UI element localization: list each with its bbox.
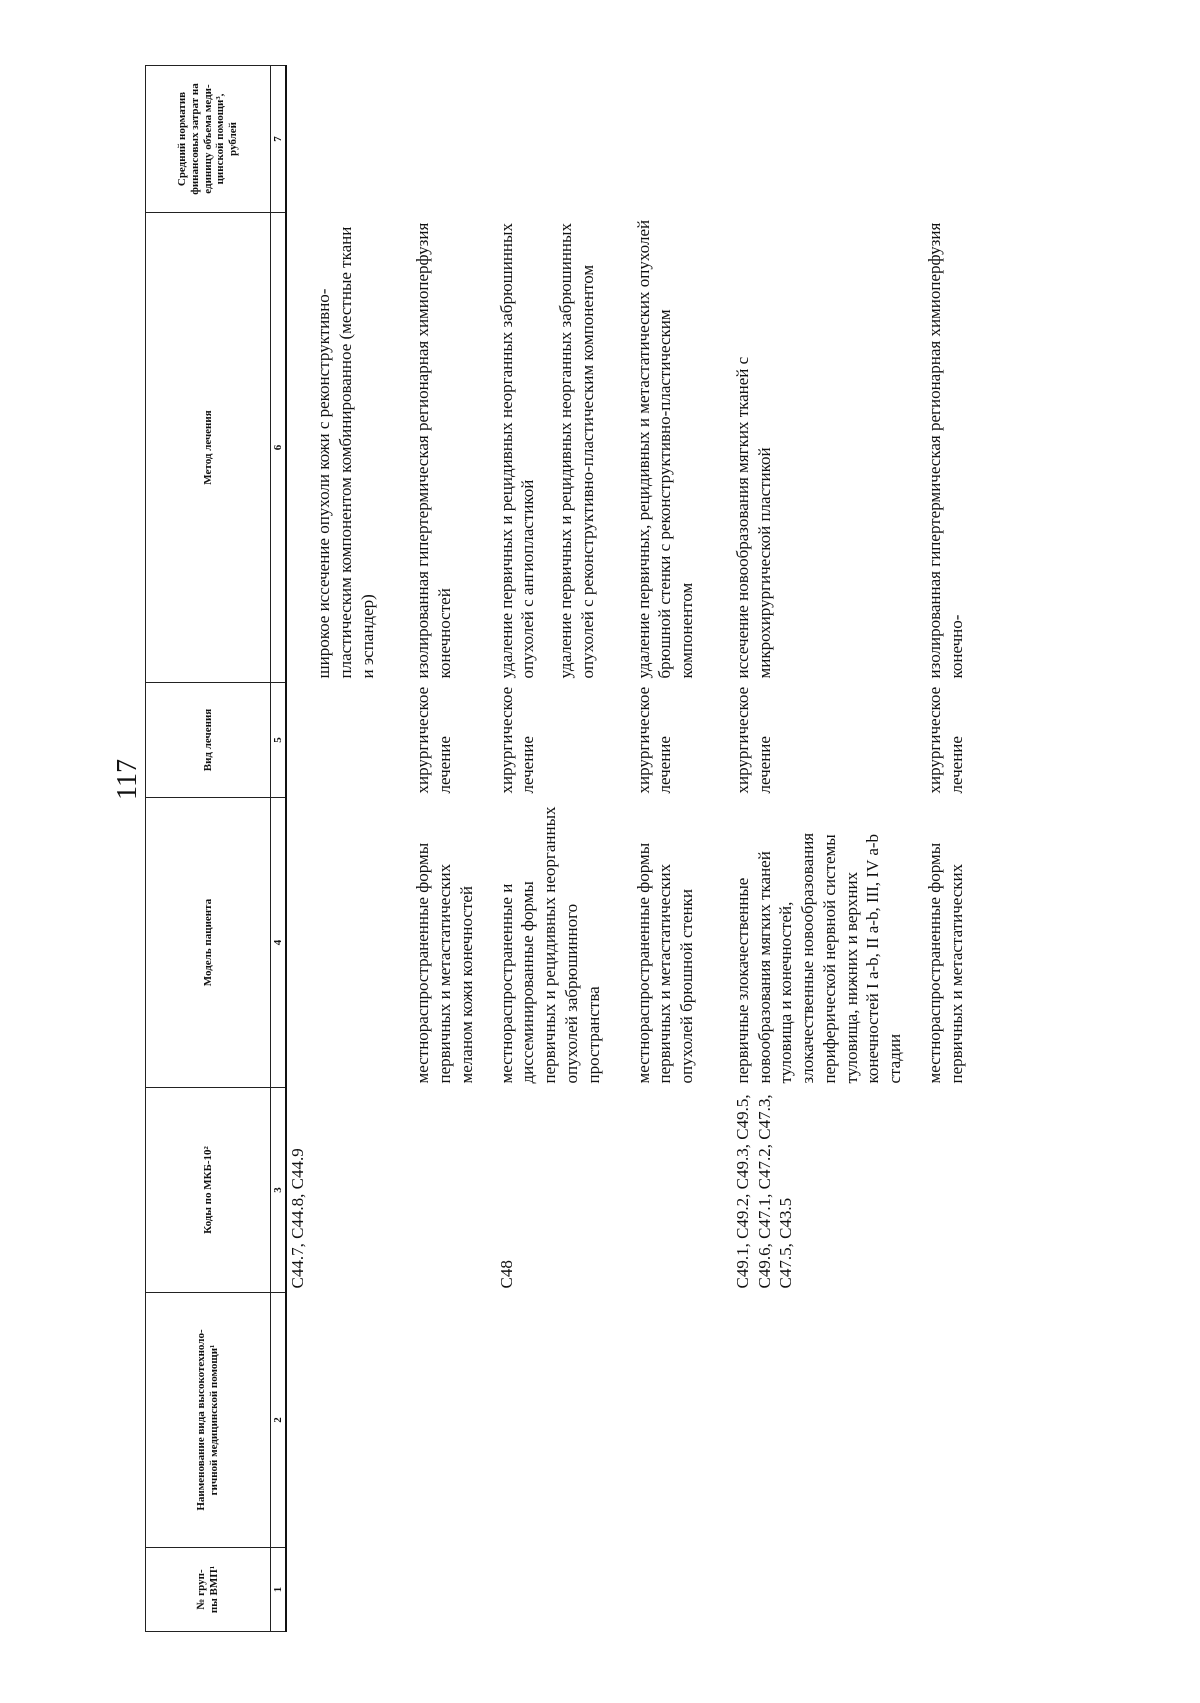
treatment-method: удаление первичных и рецидивных неорганных забрюшинных опухолей с реконструктивно-пластическим компонентом xyxy=(556,223,597,679)
patient-model-cell: первичные злокачественные новообразования мягких тканей туловища и конечностей, злокачественные новообразования периферической нервной системы туловища, нижних и верхних конечностей I a-b, II a-b, III, IV a-b стадии xyxy=(732,832,904,1084)
patient-model-cell: местнораспространенные и диссеминированные формы первичных и рецидивных неорганных опухолей забрюшинного пространства xyxy=(496,806,603,1084)
treatment-type-cell xyxy=(286,683,410,798)
cost-norm-cell xyxy=(631,66,730,213)
column-number: 7 xyxy=(271,66,287,213)
table-row xyxy=(286,66,410,1632)
vmp-name-cell xyxy=(730,1293,922,1548)
group-number-cell xyxy=(410,1548,493,1632)
header-icd-codes: Коды по МКБ-10² xyxy=(146,1088,271,1293)
treatment-method: удаление первичных и рецидивных неорганных забрюшинных опухолей с ангиопластикой xyxy=(496,223,538,679)
icd-codes-cell: C48 xyxy=(496,1260,516,1289)
cost-norm-cell xyxy=(286,66,410,213)
treatment-method: иссечение новообразования мягких тканей с микрохирургической пластикой xyxy=(732,356,774,679)
treatment-type-cell: хирургическое лечение xyxy=(924,686,966,794)
treatment-type-cell: хирургическое лечение xyxy=(413,686,454,794)
table-row xyxy=(410,66,493,1632)
treatment-method: изолированная гипертермическая регионарная химиоперфузия конечностей xyxy=(413,222,454,679)
treatment-method-cell xyxy=(494,213,631,683)
rotated-table-sheet xyxy=(145,66,1145,1632)
table-row xyxy=(631,66,730,1632)
cost-norm-cell xyxy=(494,66,631,213)
patient-model-cell: местнораспространенные формы первичных и метастатических меланом кожи конечностей xyxy=(413,842,476,1084)
icd-codes-cell: C49.1, C49.2, C49.3, C49.5, C49.6, C47.1, C47.2, C47.3, C47.5, C43.5 xyxy=(732,1094,796,1289)
treatment-method: удаление первичных, рецидивных и метастатических опухолей брюшной стенки с реконструктивно-пластическим компонентом xyxy=(633,219,696,679)
treatment-table xyxy=(145,65,999,1632)
table-row xyxy=(922,66,1000,1632)
icd-codes-cell xyxy=(410,1088,493,1293)
column-number: 3 xyxy=(271,1088,287,1293)
vmp-name-cell xyxy=(631,1293,730,1548)
treatment-type-cell: хирургическое лечение xyxy=(496,686,538,794)
icd-codes-cell xyxy=(922,1088,1000,1293)
vmp-name-cell xyxy=(922,1293,1000,1548)
patient-model-cell xyxy=(286,798,410,1088)
group-number-cell xyxy=(494,1548,631,1632)
column-number: 6 xyxy=(271,213,287,683)
column-number-row xyxy=(271,66,287,1632)
table-row xyxy=(730,66,922,1632)
cost-norm-cell xyxy=(730,66,922,213)
column-number: 2 xyxy=(271,1293,287,1548)
header-treatment-method: Метод лечения xyxy=(146,213,271,683)
vmp-name-cell xyxy=(286,1293,410,1548)
table-row xyxy=(494,66,631,1632)
group-number-cell xyxy=(631,1548,730,1632)
treatment-method: изолированная гипертермическая регионарная химиоперфузия конечно- xyxy=(924,222,966,679)
cost-norm-cell xyxy=(922,66,1000,213)
icd-codes-cell: C44.7, C44.8, C44.9 xyxy=(288,1148,307,1289)
column-number: 4 xyxy=(271,798,287,1088)
treatment-method-cell xyxy=(730,213,922,683)
cost-norm-cell xyxy=(410,66,493,213)
vmp-name-cell xyxy=(494,1293,631,1548)
vmp-name-cell xyxy=(410,1293,493,1548)
header-cost-norm: Средний норматив финансовых затрат на единицу объема меди- цинской помощи³, рублей xyxy=(146,66,271,213)
treatment-method-cell xyxy=(922,213,1000,683)
treatment-method: широкое иссечение опухоли кожи с реконструктивно-пластическим компонентом комбинированное (местные ткани и эспандер) xyxy=(314,226,377,679)
treatment-method-cell xyxy=(286,213,410,683)
header-group-number: № груп- пы ВМП¹ xyxy=(146,1548,271,1632)
patient-model-cell: местнораспространенные формы первичных и метастатических опухолей брюшной стенки xyxy=(633,842,696,1084)
page-number: 117 xyxy=(112,759,143,800)
column-number: 1 xyxy=(271,1548,287,1632)
treatment-method-cell xyxy=(631,213,730,683)
header-patient-model: Модель пациента xyxy=(146,798,271,1088)
treatment-method-cell xyxy=(410,213,493,683)
header-row xyxy=(146,66,271,1632)
header-vmp-name: Наименование вида высокотехноло- гичной медицинской помощи¹ xyxy=(146,1293,271,1548)
group-number-cell xyxy=(730,1548,922,1632)
patient-model-cell: местнораспространенные формы первичных и метастатических xyxy=(924,842,966,1084)
header-treatment-type: Вид лечения xyxy=(146,683,271,798)
treatment-type-cell: хирургическое лечение xyxy=(732,686,774,794)
column-number: 5 xyxy=(271,683,287,798)
group-number-cell xyxy=(286,1548,410,1632)
group-number-cell xyxy=(922,1548,1000,1632)
icd-codes-cell xyxy=(631,1088,730,1293)
treatment-type-cell: хирургическое лечение xyxy=(633,686,675,794)
